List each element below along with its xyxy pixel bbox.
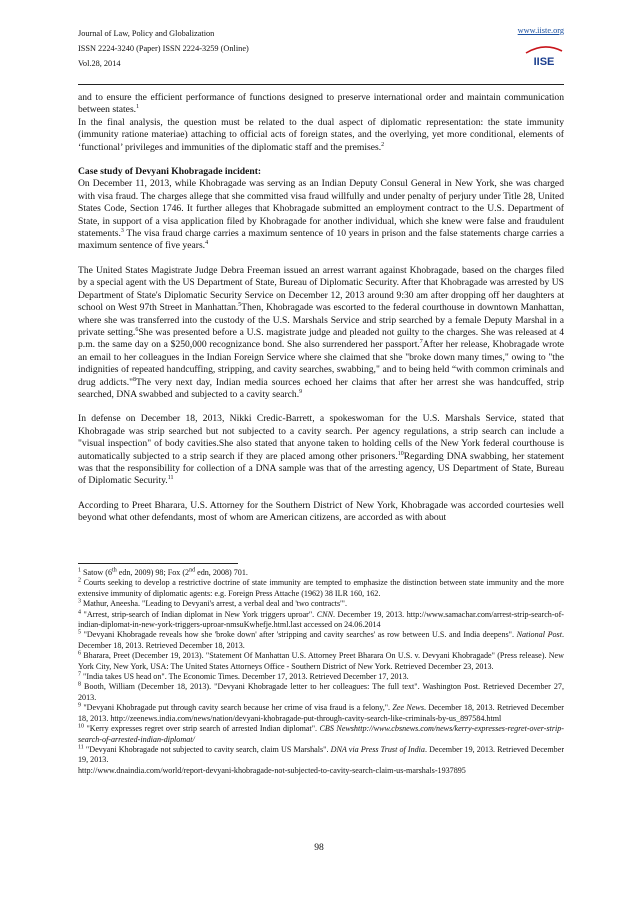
page-header — [78, 26, 564, 80]
main-text — [78, 92, 564, 525]
footnote-url[interactable]: http://www.dnaindia.com/world/report-devyani-khobragade-not-subjected-to-cavity-search-claim-us-marshals-1937895 — [78, 765, 466, 775]
footnote: $^{11}$ "Devyani Khobragade not subjected to cavity search, claim US Marshals". DNA via Press Trust of India. December 19, 2013. Retrieved December 19, 2013. — [78, 744, 565, 765]
footnote: $^7$ "India takes US head on". The Economic Times. December 17, 2013. Retrieved December 17, 2013. — [78, 671, 409, 682]
paragraph: According to Preet Bharara, U.S. Attorney for the Southern District of New York, Khobragade was accorded courtesies well beyond what other defendants, most of whom are American citizens, are accorded as with about — [78, 499, 564, 524]
footnote: $^9$ "Devyani Khobragade put through cavity search because her crime of visa fraud is a felony,". Zee News. December 18, 2013. Retrieved December 18, 2013. http://zeenews.india.com/news/nation/devyani-khobragade-put-through-cavity-search-like-criminals-by-us_897584.html — [78, 702, 565, 723]
footnote-rule — [78, 563, 238, 564]
footnote-ref[interactable]: 5 — [238, 301, 242, 308]
paragraph: In the final analysis, the question must be related to the dual aspect of diplomatic representation: the state immunity (immunity ratione materiae) attaching to official acts of foreign states, and the overlying, yet more conditional, elements of ‘functional’ privileges and immunities of the diplomatic staff and the premises.$^2$ — [78, 116, 564, 153]
paragraph: On December 11, 2013, while Khobragade was serving as an Indian Deputy Consul General in New York, she was charged with visa fraud. The charges allege that she committed visa fraud willfully and under penalty of perjury under Title 28, United States Code, Section 1746. It further alleges that Khobragade submitted an employment contract to the U.S. Department of State, in support of a visa application filed by Khobragade for another individual, which she knew were false and fraudulent statements.$^3$ The visa fraud charge carries a maximum sentence of 10 years in prison and the false statements charge carries a maximum sentence of five years.$^4$ — [78, 178, 564, 252]
footnote-ref[interactable]: 11 — [167, 475, 174, 482]
page-number: 98 — [314, 842, 324, 853]
journal-issn: ISSN 2224-3240 (Paper) ISSN 2224-3259 (Online) — [78, 44, 249, 53]
footnote: $^1$ Satow (6th edn, 2009) 98; Fox (2nd edn, 2008) 701. — [78, 567, 248, 577]
footnote-ref[interactable]: 9 — [299, 388, 303, 395]
paragraph: In defense on December 18, 2013, Nikki Credic-Barrett, a spokeswoman for the U.S. Marshals Service, stated that Khobragade was strip searched but not subjected to a cavity search. Per agency regulations, a strip search can include a "visual inspection" of body cavities.She also stated that anyone taken to holding cells of the New York federal courthouse is automatically subjected to a strip search if they are placed among other prisoners.$^{10}$Regarding DNA swabbing, her statement was that the responsibility for collection of a DNA sample was that of the arresting agency, US Department of State, Bureau of Diplomatic Security.$^{11}$ — [78, 413, 565, 487]
section-heading: Case study of Devyani Khobragade incident: — [78, 166, 262, 178]
footnote: $^3$ Mathur, Aneesha. "Leading to Devyani's arrest, a verbal deal and 'two contracts'". — [78, 598, 347, 609]
footnote-ref[interactable]: 7 — [419, 339, 423, 346]
footnote-ref[interactable]: 8 — [133, 376, 137, 383]
paragraph: The United States Magistrate Judge Debra Freeman issued an arrest warrant against Khobragade, based on the charges filed by a special agent with the US Department of State, Bureau of Diplomatic Security. After that Khobragade was arrested by US Department of State's Diplomatic Security Service on December 12, 2013 around 9:30 am after dropping off her daughters at school on West 97th Street in Manhattan.$^5$Then, Khobragade was escorted to the federal courthouse in downtown Manhattan, where she was transferred into the custody of the U.S. Marshals Service and strip searched by a female Deputy Marshal in a private setting.$^6$She was presented before a U.S. magistrate judge and pleaded not guilty to the charges. She was released at 4 p.m. the same day on a $250,000 recognizance bond. She also surrendered her passport.$^7$After her release, Khobragade wrote an email to her colleagues in the Indian Foreign Service where she claimed that she "broke down many times," owing to "the indignities of repeated handcuffing, stripping, and cavity searches, swabbing," and to being held “with common criminals and drug addicts."$^8$The very next day, Indian media sources echoed her claims that after her arrest she was handcuffed, strip searched, DNA swabbed and subjected to a cavity search.$^9$ — [78, 264, 565, 400]
footnote-ref[interactable]: 1 — [136, 104, 140, 111]
footnote-ref[interactable]: 6 — [135, 326, 139, 333]
header-rule — [78, 84, 564, 85]
footnote-ref[interactable]: 4 — [205, 240, 209, 247]
footnote-ref[interactable]: 3 — [120, 227, 124, 234]
journal-url-link[interactable]: www.iiste.org — [517, 26, 564, 35]
footnote: $^2$ Courts seeking to develop a restrictive doctrine of state immunity are tempted to emphasize the distinction between state immunity and the more extensive immunity of diplomatic agents: e.g. Foreign Press Attache (1962) 38 ILR 160, 162. — [78, 577, 564, 598]
footnote-ref[interactable]: 10 — [397, 450, 404, 457]
footnote: $^{10}$ "Kerry expresses regret over strip search of arrested Indian diplomat". CBS Newshttp://www.cbsnews.com/news/kerry-expresses-regret-over-strip-search-of-arrested-indian-diplomat/ — [78, 723, 564, 744]
footnote: $^5$ "Devyani Khobragade reveals how she 'broke down' after 'stripping and cavity searches' as row between U.S. and India deepens". National Post. December 18, 2013. Retrieved December 18, 2013. — [78, 629, 564, 650]
iiste-logo — [524, 40, 564, 68]
footnote: $^8$ Booth, William (December 18, 2013). "Devyani Khobragade letter to her colleagues: The full text". Washington Post. Retrieved December 27, 2013. — [78, 681, 564, 702]
journal-volume: Vol.28, 2014 — [78, 59, 121, 68]
footnote: $^4$ "Arrest, strip-search of Indian diplomat in New York triggers uproar". CNN. December 19, 2013. http://www.samachar.com/arrest-strip-search-of-indian-diplomat-in-new-york-triggers-uproar-nmsuKwhefje.html.last accessed on 24.06.2014 — [78, 608, 564, 630]
logo-text: IISE — [533, 56, 555, 68]
paragraph: and to ensure the efficient performance of functions designed to preserve international order and maintain communication between states.$^1$ — [78, 92, 564, 116]
footnote-ref[interactable]: 2 — [381, 141, 385, 148]
journal-title: Journal of Law, Policy and Globalization — [78, 29, 215, 38]
footnotes — [78, 568, 564, 776]
footnote: $^6$ Bharara, Preet (December 19, 2013). "Statement Of Manhattan U.S. Attorney Preet Bharara On U.S. v. Devyani Khobragade" (Press release). New York City, New York, USA: The United States Attorneys Office - Southern District of New York. Retrieved December 23, 2013. — [78, 650, 564, 671]
